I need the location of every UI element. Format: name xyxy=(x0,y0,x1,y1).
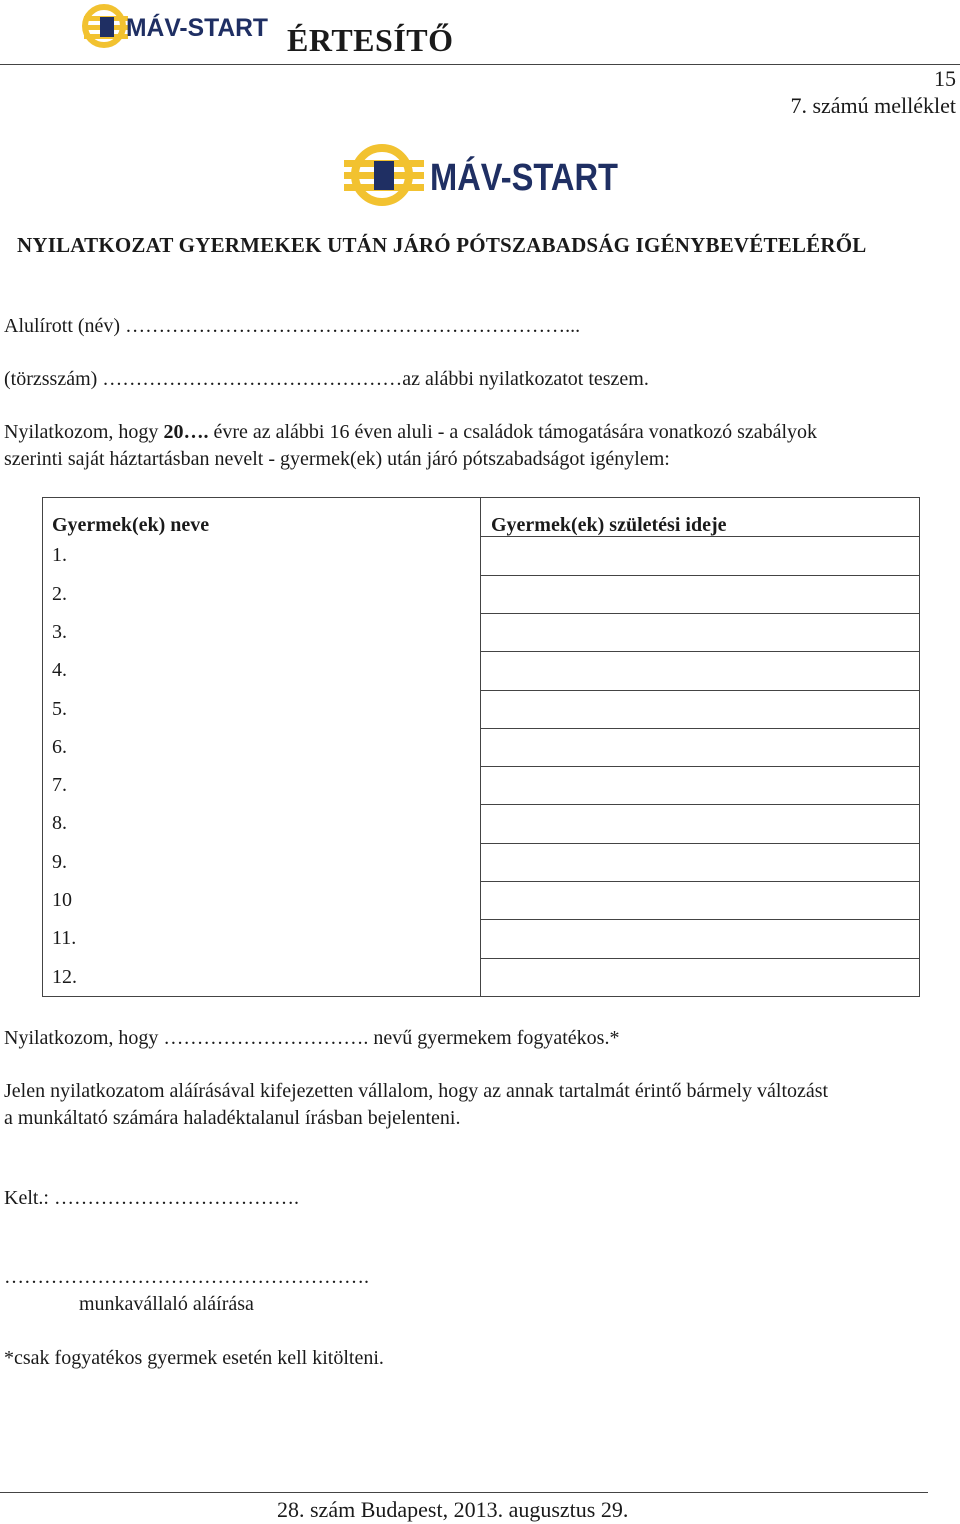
page-number: 15 xyxy=(934,66,956,91)
name-column-header: Gyermek(ek) neve xyxy=(52,514,210,536)
table-row-number: 8. xyxy=(52,812,67,835)
declaration-post: évre az alábbi 16 éven aluli - a családok támogatására vonatkozó szabályok xyxy=(208,421,818,443)
footnote: *csak fogyatékos gyermek esetén kell kitölteni. xyxy=(4,1347,384,1369)
commitment-line-1: Jelen nyilatkozatom aláírásával kifejezetten vállalom, hogy az annak tartalmát érintő bármely változást xyxy=(4,1080,829,1102)
annex-label: 7. számú melléklet xyxy=(790,93,956,118)
header-divider xyxy=(0,64,960,65)
mav-start-logo xyxy=(82,4,272,52)
table-row-divider xyxy=(480,575,919,576)
main-logo-emblem-icon xyxy=(344,148,424,202)
table-row-divider xyxy=(480,919,919,920)
table-row-number: 4. xyxy=(52,659,67,682)
table-row-divider xyxy=(480,881,919,882)
table-row-divider xyxy=(480,804,919,805)
table-row-divider xyxy=(480,536,919,537)
name-line: Alulírott (név) …………………………………………………………... xyxy=(4,315,581,337)
table-row-number: 9. xyxy=(52,850,67,873)
table-row-divider xyxy=(480,843,919,844)
table-row-number: 5. xyxy=(52,697,67,720)
table-column-divider xyxy=(480,498,481,996)
signature-label: munkavállaló aláírása xyxy=(79,1293,254,1315)
table-row-divider xyxy=(480,613,919,614)
mav-start-main-logo xyxy=(342,143,649,207)
logo-wordmark: MÁV-START xyxy=(126,14,270,42)
table-row-divider xyxy=(480,958,919,959)
children-table xyxy=(42,497,920,997)
table-row-divider xyxy=(480,690,919,691)
commitment-line-2: a munkáltató számára haladéktalanul írásban bejelenteni. xyxy=(4,1107,461,1129)
table-row-divider xyxy=(480,766,919,767)
document-title: NYILATKOZAT GYERMEKEK UTÁN JÁRÓ PÓTSZABADSÁG IGÉNYBEVÉTELÉRŐL xyxy=(17,233,867,257)
birth-column-header: Gyermek(ek) születési ideje xyxy=(491,514,727,536)
declaration-line-1 xyxy=(4,420,817,444)
table-row-number: 11. xyxy=(52,927,77,950)
table-row-number: 3. xyxy=(52,620,67,643)
signature-dots: ………………………………………………. xyxy=(4,1266,369,1288)
declaration-pre: Nyilatkozom, hogy xyxy=(4,421,164,443)
logo-emblem-icon xyxy=(84,7,128,45)
table-row-number: 2. xyxy=(52,582,67,605)
table-row-number: 12. xyxy=(52,965,77,988)
table-row-number: 7. xyxy=(52,774,67,797)
table-row-number: 10 xyxy=(52,889,72,911)
date-line: Kelt.: ………………………………. xyxy=(4,1187,299,1209)
footer-issue-info: 28. szám Budapest, 2013. augusztus 29. xyxy=(277,1497,629,1522)
main-logo-wordmark: MÁV-START xyxy=(430,157,649,199)
table-row-number: 1. xyxy=(52,544,67,567)
header-title: ÉRTESÍTŐ xyxy=(287,22,454,58)
table-row-number: 6. xyxy=(52,735,67,758)
employee-id-line: (törzsszám) ………………………………………az alábbi nyilatkozatot teszem. xyxy=(4,368,649,390)
declaration-line-2: szerinti saját háztartásban nevelt - gyermek(ek) után járó pótszabadságot igénylem: xyxy=(4,448,670,470)
footer-divider xyxy=(0,1492,928,1493)
table-row-divider xyxy=(480,651,919,652)
table-row-divider xyxy=(480,728,919,729)
disability-declaration: Nyilatkozom, hogy …………………………. nevű gyermekem fogyatékos.* xyxy=(4,1027,620,1049)
declaration-year: 20…. xyxy=(163,421,209,443)
